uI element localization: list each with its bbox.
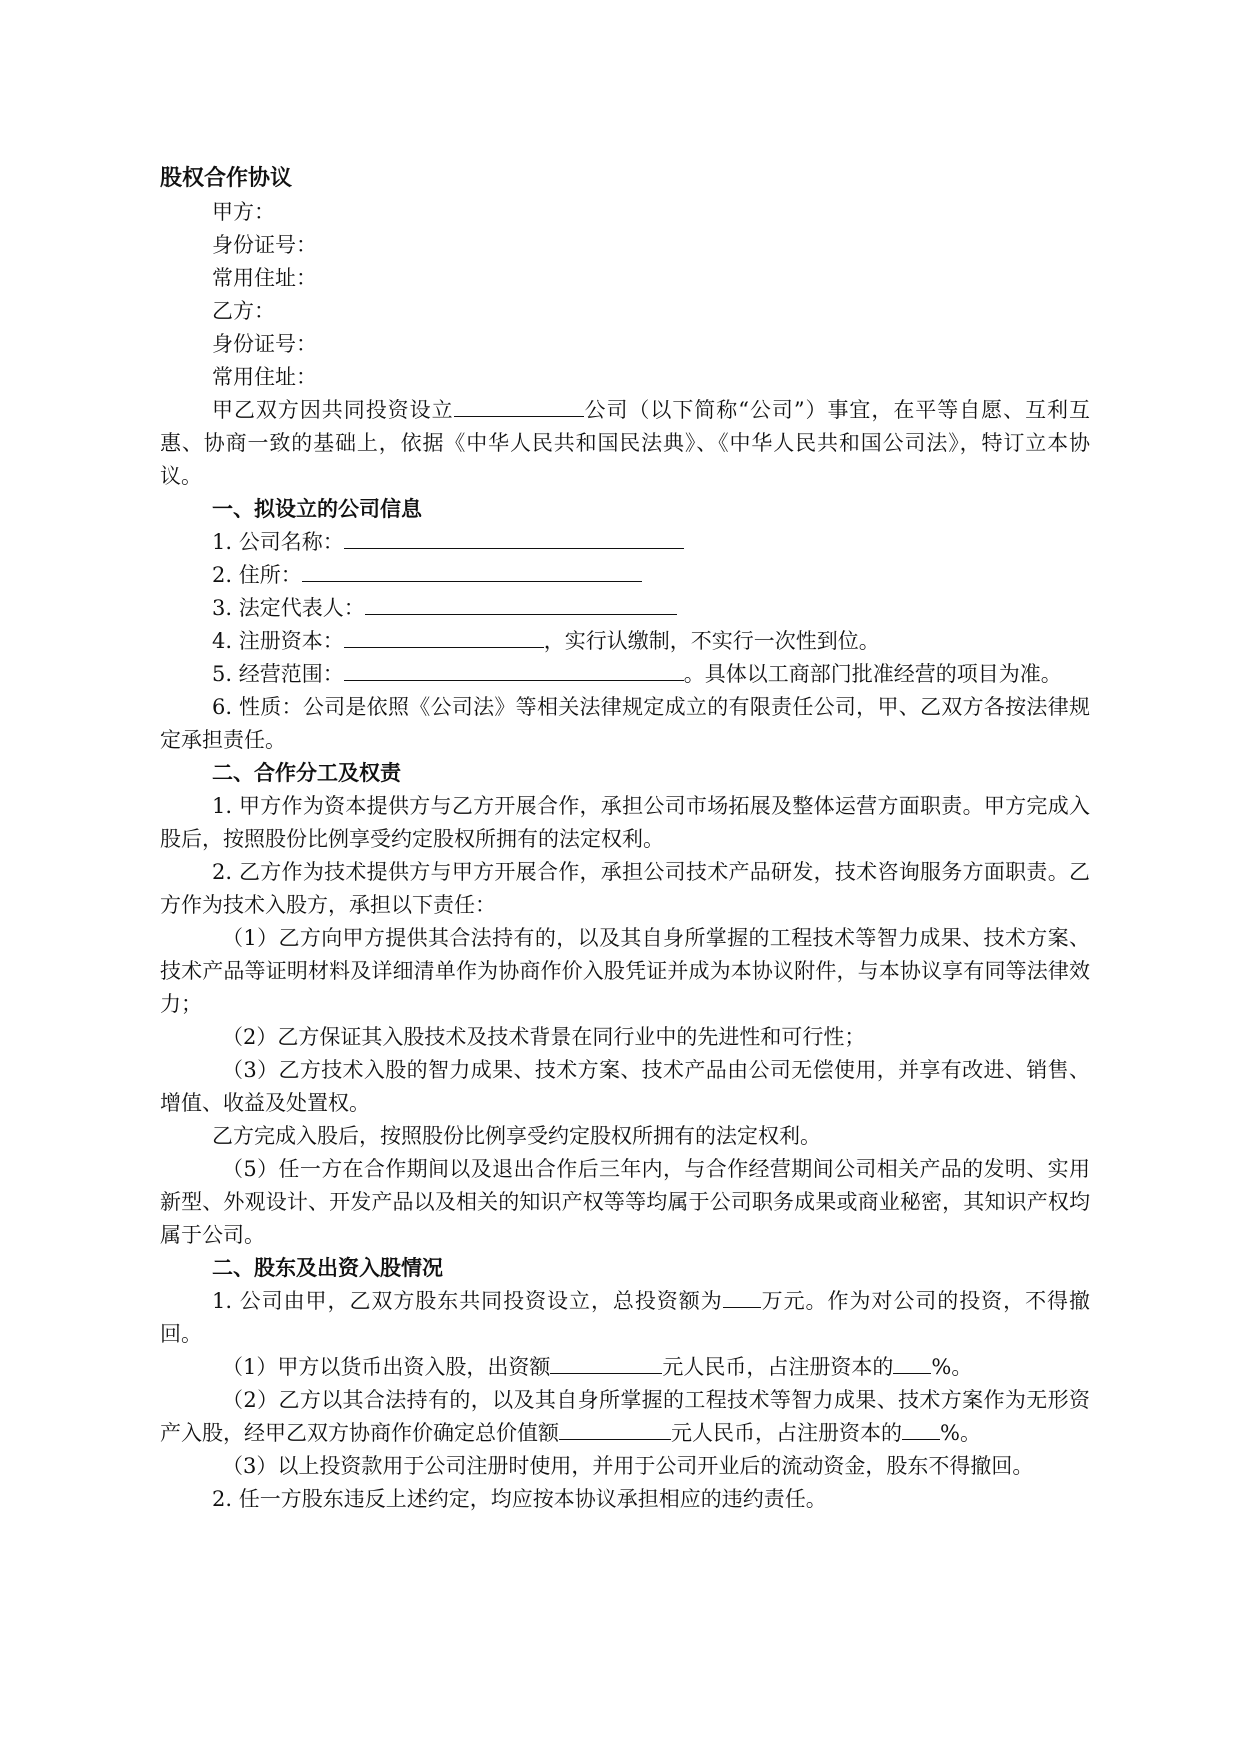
party-b-duty-3: （3）乙方技术入股的智力成果、技术方案、技术产品由公司无偿使用，并享有改进、销售、增值、收益及处置权。 — [160, 1058, 1090, 1115]
business-scope-text: 。具体以工商部门批准经营的项目为准。 — [683, 662, 1062, 686]
company-blank — [454, 394, 584, 417]
party-b-duty-1: （1）乙方向甲方提供其合法持有的，以及其自身所掌握的工程技术等智力成果、技术方案、技术产品等证明材料及详细清单作为协商作价入股凭证并成为本协议附件，与本协议享有同等法律效力； — [160, 926, 1090, 1016]
business-scope-line — [160, 658, 1090, 691]
party-b-id-label: 身份证号： — [212, 332, 317, 356]
ip-clause-paragraph: （5）任一方在合作期间以及退出合作后三年内，与合作经营期间公司相关产品的发明、实用新型、外观设计、开发产品以及相关的知识产权等等均属于公司职务成果或商业秘密，其知识产权均属于公司。 — [160, 1157, 1090, 1247]
party-b-contribution-text-3: %。 — [940, 1421, 981, 1445]
registered-capital-label: 4. 注册资本： — [212, 629, 344, 653]
breach-clause-paragraph: 2. 任一方股东违反上述约定，均应按本协议承担相应的违约责任。 — [212, 1487, 827, 1511]
total-investment-text-1: 1. 公司由甲，乙双方股东共同投资设立，总投资额为 — [212, 1289, 723, 1313]
party-a-label: 甲方： — [212, 200, 275, 224]
company-address-blank — [302, 559, 642, 582]
intro-paragraph — [160, 394, 1090, 493]
business-scope-blank — [344, 658, 684, 681]
document-title: 股权合作协议 — [160, 166, 293, 191]
legal-rep-label: 3. 法定代表人： — [212, 596, 365, 620]
investment-use-paragraph: （3）以上投资款用于公司注册时使用，并用于公司开业后的流动资金，股东不得撤回。 — [222, 1454, 1034, 1478]
legal-rep-blank — [365, 592, 677, 615]
registered-capital-line — [160, 625, 1090, 658]
section-3-heading: 二、股东及出资入股情况 — [212, 1256, 443, 1280]
total-investment-paragraph — [160, 1285, 1090, 1351]
intro-text-2: 公司（以下简称“公司”）事宜，在平等自愿、互利互惠、协商一致的基础上，依据《中华人民共和国民法典》、《中华人民共和国公司法》，特订立本协议。 — [160, 398, 1090, 488]
party-a-contribution-paragraph — [160, 1351, 1090, 1384]
party-a-contribution-text-2: 元人民币，占注册资本的 — [662, 1355, 894, 1379]
party-a-address-label: 常用住址： — [212, 266, 317, 290]
party-a-id-label: 身份证号： — [212, 233, 317, 257]
business-scope-label: 5. 经营范围： — [212, 662, 344, 686]
party-a-contribution-text-3: %。 — [931, 1355, 973, 1379]
party-b-percent-blank — [902, 1417, 940, 1440]
company-nature-paragraph: 6. 性质：公司是依照《公司法》等相关法律规定成立的有限责任公司，甲、乙双方各按法律规定承担责任。 — [160, 695, 1090, 752]
registered-capital-text: ，实行认缴制，不实行一次性到位。 — [543, 629, 880, 653]
registered-capital-blank — [344, 625, 544, 648]
company-name-label: 1. 公司名称： — [212, 530, 344, 554]
party-b-duty-2: （2）乙方保证其入股技术及技术背景在同行业中的先进性和可行性； — [222, 1025, 866, 1049]
company-name-line — [160, 526, 1090, 559]
company-address-line — [160, 559, 1090, 592]
total-investment-text-2: 万元。作为对公司的投资，不得撤回。 — [160, 1289, 1090, 1346]
legal-rep-line — [160, 592, 1090, 625]
company-address-label: 2. 住所： — [212, 563, 302, 587]
party-b-label: 乙方： — [212, 299, 275, 323]
party-b-contribution-text-2: 元人民币，占注册资本的 — [671, 1421, 902, 1445]
section-1-heading: 一、拟设立的公司信息 — [212, 497, 422, 521]
section-2-heading: 二、合作分工及权责 — [212, 761, 401, 785]
party-b-amount-blank — [559, 1417, 671, 1440]
party-b-contribution-text-1: （2）乙方以其合法持有的，以及其自身所掌握的工程技术等智力成果、技术方案作为无形资产入股，经甲乙双方协商作价确定总价值额 — [160, 1388, 1090, 1445]
company-name-blank — [344, 526, 684, 549]
party-a-amount-blank — [550, 1351, 662, 1374]
party-b-role-paragraph: 2. 乙方作为技术提供方与甲方开展合作，承担公司技术产品研发，技术咨询服务方面职责。乙方作为技术入股方，承担以下责任： — [160, 860, 1090, 917]
party-a-contribution-text-1: （1）甲方以货币出资入股，出资额 — [222, 1355, 551, 1379]
intro-text-1: 甲乙双方因共同投资设立 — [212, 398, 454, 422]
party-a-role-paragraph: 1. 甲方作为资本提供方与乙方开展合作，承担公司市场拓展及整体运营方面职责。甲方完成入股后，按照股份比例享受约定股权所拥有的法定权利。 — [160, 794, 1090, 851]
party-b-rights-paragraph: 乙方完成入股后，按照股份比例享受约定股权所拥有的法定权利。 — [212, 1124, 821, 1148]
party-b-address-label: 常用住址： — [212, 365, 317, 389]
party-b-contribution-paragraph — [160, 1384, 1090, 1450]
party-a-percent-blank — [893, 1351, 931, 1374]
total-investment-blank — [723, 1285, 761, 1308]
